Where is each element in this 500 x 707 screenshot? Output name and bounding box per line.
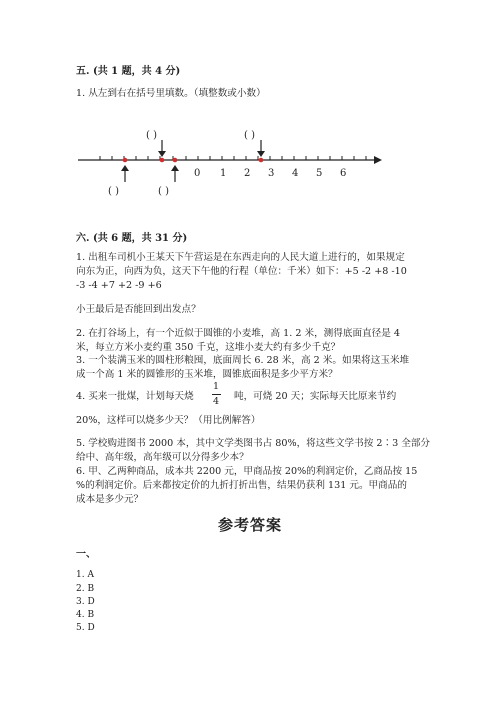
question-6-1-line-1: 1. 出租车司机小王某天下午营运是在东西走向的人民大道上进行的，如果规定	[76, 252, 405, 263]
tick-label-4: 4	[292, 168, 299, 179]
tick-label-2: 2	[244, 168, 251, 179]
answer-item-2: 2. B	[76, 584, 95, 594]
number-line-figure	[76, 124, 396, 204]
question-6-5-line-1: 5. 学校购进图书 2000 本，其中文学类图书占 80%，将这些文学书按 2∶3 全部分	[76, 438, 431, 449]
tick-label-6: 6	[340, 168, 347, 179]
fraction-bar	[212, 394, 221, 395]
answers-heading: 一、	[76, 549, 96, 560]
arrow-down-left	[158, 140, 166, 157]
question-6-2-line-2: 米，每立方米小麦约重 350 千克，这堆小麦大约有多少千克？	[76, 342, 341, 353]
tick-label-1: 1	[220, 168, 227, 179]
point-marker-4	[259, 158, 264, 163]
question-6-2-line-1: 2. 在打谷场上，有一个近似于圆锥的小麦堆，高 1. 2 米，测得底面直径是 4	[76, 328, 400, 339]
question-6-1-line-2: 向东为正，向西为负，这天下午他的行程（单位：千米）如下：+5 -2 +8 -10	[76, 266, 407, 277]
bracket-top-1: ( )	[146, 130, 157, 141]
question-6-4-line-2: 20%，这样可以烧多少天？（用比例解答）	[76, 415, 261, 426]
fraction-denominator: 4	[212, 396, 220, 407]
question-6-6-line-2: %的利润定价。后来都按定价的九折打折出售，结果仍获利 131 元。甲商品的	[76, 480, 407, 491]
bracket-bottom-1: ( )	[108, 186, 119, 197]
question-6-1-line-3: -3 -4 +7 +2 -9 +6	[76, 280, 162, 291]
section-5-heading: 五. (共 1 题，共 4 分)	[76, 66, 181, 77]
answer-item-5: 5. D	[76, 623, 95, 633]
fraction-numerator: 1	[212, 381, 220, 392]
question-6-3-line-2: 成一个高 1 米的圆锥形的玉米堆，圆锥底面积是多少平方米？	[76, 369, 338, 380]
question-6-1-line-4: 小王最后是否能回到出发点？	[76, 304, 201, 315]
tick-label-0: 0	[194, 168, 201, 179]
question-6-4-part-2: 吨，可烧 20 天；实际每天比原来节约	[234, 391, 397, 402]
tick-marks	[100, 156, 366, 160]
question-6-4-part-1: 4. 买来一批煤，计划每天烧	[76, 391, 194, 402]
question-6-6-line-1: 6. 甲、乙两种商品，成本共 2200 元，甲商品按 20%的利润定价，乙商品按 15	[76, 466, 418, 477]
question-6-5-line-2: 给中、高年级，高年级可以分得多少本？	[76, 452, 249, 463]
arrow-down-right	[257, 140, 265, 157]
point-marker-3	[173, 158, 178, 163]
answer-item-4: 4. B	[76, 610, 95, 620]
answers-title: 参考答案	[218, 516, 283, 534]
bracket-bottom-2: ( )	[158, 186, 169, 197]
point-marker-2	[160, 158, 165, 163]
answer-item-1: 1. A	[76, 570, 94, 580]
bracket-top-2: ( )	[244, 130, 255, 141]
tick-label-5: 5	[316, 168, 323, 179]
axis-arrowhead	[374, 156, 382, 164]
question-6-6-line-3: 成本是多少元？	[76, 494, 144, 505]
arrow-up-left	[121, 165, 129, 182]
tick-label-3: 3	[268, 168, 275, 179]
section-6-heading: 六. (共 6 题，共 31 分)	[76, 233, 188, 244]
question-6-3-line-1: 3. 一个装满玉米的圆柱形粮囤，底面周长 6. 28 米，高 2 米。如果将这玉米堆	[76, 355, 410, 366]
question-5-1: 1. 从左到右在括号里填数。（填整数或小数）	[76, 88, 266, 99]
arrow-up-right	[171, 165, 179, 182]
answer-item-3: 3. D	[76, 597, 95, 607]
point-marker-1	[123, 158, 128, 163]
